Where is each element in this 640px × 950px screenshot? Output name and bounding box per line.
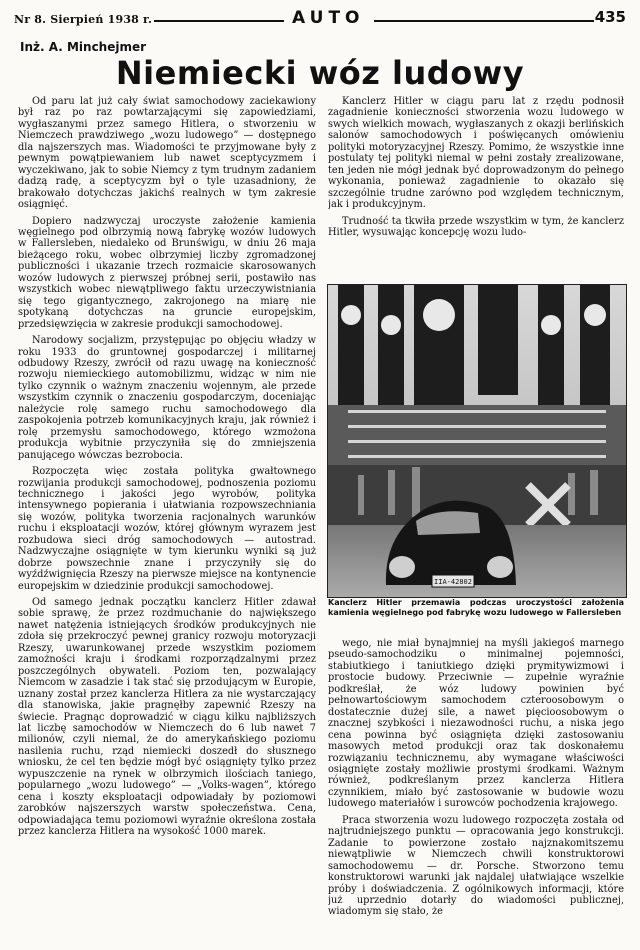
header-rule-left [154, 20, 284, 22]
ceremony-photo [327, 284, 627, 598]
article-author: Inż. A. Minchejmer [20, 40, 147, 54]
paragraph: Od paru lat już cały świat samochodowy zaciekawiony był raz po raz powtarzającymi się zapowiedziami, wygłaszanymi przez samego Hitlera, o stworzeniu w Niemczech prawdziwego „wozu ludowego” — dostępnego dla najszerszych mas. Wiadomości te przyjmowane były z pewnym powątpiewaniem lub nawet sceptycyzmem i wyczekiwano, jak to sobie Niemcy z tym trudnym zadaniem dadzą radę, a sceptycyzm był o tyle uzasadniony, że brakowało dotychczas jakichś realnych w tym zakresie osiągnięć. [18, 96, 316, 211]
right-column-top [328, 96, 624, 272]
issue-info: Nr 8. Sierpień 1938 r. [14, 13, 153, 26]
paragraph: Trudność ta tkwiła przede wszystkim w tym, że kanclerz Hitler, wysuwając koncepcję wozu ludo- [328, 215, 624, 238]
paragraph: Dopiero nadzwyczaj uroczyste założenie kamienia węgielnego pod olbrzymią nową fabrykę wozów ludowych w Fallersleben, niedaleko od Brunświgu, w dniu 26 maja bieżącego roku, wobec olbrzymiej liczby zgromadzonej publiczności i ukazanie trzech rozmaicie skarosowanych wozów ludowych z pierwszej próbnej serii, postawiło nas wszystkich wobec niewątpliwego faktu urzeczywistniania się tego gigantycznego, zakrojonego na miarę nie spotykaną dotychczas na gruncie europejskim, przedsięwzięcia w zakresie produkcji samochodowej. [18, 215, 316, 330]
page-number: 435 [594, 8, 626, 26]
right-column-bottom [328, 638, 624, 942]
photo-caption: Kanclerz Hitler przemawia podczas uroczystości założenia kamienia węgielnego pod fabrykę wozu ludowego w Fallersleben [328, 598, 624, 617]
paragraph: Rozpoczęta więc została polityka gwałtownego rozwijania produkcji samochodowej, podnoszenia poziomu technicznego i jakości jego wyrobów, polityka intensywnego popierania i ułatwiania rozpowszechniania się wozów, polityka tworzenia racjonalnych warunków ruchu i eksploatacji wozów, której głównym wyrazem jest rozbudowa sieci dróg samochodowych — autostrad. Nadzwyczajne osiągnięte w tym kierunku wyniki są już dobrze powszechnie znane i przyczyniły się do wyźdźwignięcia Rzeszy na pierwsze miejsce na kontynencie europejskim w dziedzinie produkcji samochodowej. [18, 466, 316, 592]
paragraph: Praca stworzenia wozu ludowego rozpoczęta została od najtrudniejszego punktu — opracowania jego konstrukcji. Zadanie to powierzone zostało najznakomitszemu niewątpliwie w Niemczech chwili konstruktorowi samochodowemu — dr. Porsche. Stworzono temu konstruktorowi warunki jak najdalej ułatwiające wszelkie próby i doświadczenia. Z ogólnikowych informacji, które już uprzednio dotarły do wiadomości publicznej, wiadomym się stało, że [328, 814, 624, 918]
license-plate: IIA-42802 [434, 578, 472, 586]
paragraph: Narodowy socjalizm, przystępując po objęciu władzy w roku 1933 do gruntownej gospodarczej i militarnej odbudowy Rzeszy, zwrócił od razu uwagę na konieczność rozwoju niemieckiego automobilizmu, widząc w nim nie tylko czynnik o ważnym znaczeniu wojennym, ale przede wszystkim czynnik o znaczeniu gospodarczym, doceniając należycie rolę samego ruchu samochodowego dla zaspokojenia potrzeb komunikacyjnych kraju, jak również i rolę przemysłu samochodowego, którego wzmożona produkcja wybitnie przyczyniła się do zmniejszenia panującego wówczas bezrobocia. [18, 335, 316, 461]
paragraph: Kanclerz Hitler w ciągu paru lat z rzędu podnosił zagadnienie konieczności stworzenia wozu ludowego w swych wielkich mowach, wygłaszanych z okazji berlińskich salonów samochodowych i poświęcanych omówieniu polityki motoryzacyjnej Rzeszy. Pomimo, że wszystkie inne postulaty tej polityki niemal w pełni zostały zrealizowane, ten jeden nie mógł jednak być doprowadzonym do pełnego wykonania, ponieważ zagadnienie to okazało się szczególnie trudne zarówno pod względem technicznym, jak i produkcyjnym. [328, 96, 624, 211]
paragraph: wego, nie miał bynajmniej na myśli jakiegoś marnego pseudo-samochodziku o minimalnej pojemności, stabiutkiego i taniutkiego dzięki prymitywizmowi i prostocie budowy. Przeciwnie — zupełnie wyraźnie podkreślał, że wóz ludowy powinien być pełnowartościowym samochodem czteroosobowym o dostatecznie dużej sile, a nawet pięcioosobowym o znacznej szybkości i niezawodności ruchu, a niska jego cena powinna być osiągnięta dzięki zastosowaniu masowych metod produkcji oraz tak doskonałemu rozwiązaniu technicznemu, aby wymagane właściwości osiągnięte zostały możliwie prostymi środkami. Ważnym również, podkreślanym przez kanclerza Hitlera czynnikiem, miało być zastosowanie w budowie wozu ludowego materiałów i surowców pochodzenia krajowego. [328, 638, 624, 810]
page-header [14, 10, 626, 30]
paragraph: Od samego jednak początku kanclerz Hitler zdawał sobie sprawę, że przez rozdmuchanie do największego nawet natężenia istniejących środków produkcyjnych nie zdoła się przekroczyć pewnej granicy rozwoju motoryzacji Rzeszy, uwarunkowanej przede wszystkim poziomem zamożności kraju i środkami rozporządzalnymi przez poszczególnych obywateli. Poziom ten, pozwalający Niemcom w zasadzie i tak stać się przodującym w Europie, uznany został przez kanclerza Hitlera za nie wystarczający dla stanowiska, jakie pragnęłby zapewnić Rzeszy na świecie. Pragnąc doprowadzić w ciągu kilku najbliższych lat liczbę samochodów w Niemczech do 6 lub nawet 7 milionów, czyli niemal, że do amerykańskiego poziomu nasilenia ruchu, rząd niemiecki doszedł do słusznego wniosku, że cel ten będzie mógł być osiągnięty tylko przez wypuszczenie na rynek w olbrzymich ilościach taniego, popularnego „wozu ludowego” — „Volks-wagen”, którego cena i koszty eksploatacji odpowiadały by poziomowi zarobków najszerszych warstw społeczeństwa. Cena, odpowiadająca temu poziomowi wyraźnie określona została przez kanclerza Hitlera na wysokość 1000 marek. [18, 597, 316, 838]
magazine-name: AUTO [292, 8, 365, 28]
left-column [18, 96, 316, 942]
article-title: Niemiecki wóz ludowy [115, 54, 525, 92]
header-rule-right [374, 20, 594, 22]
